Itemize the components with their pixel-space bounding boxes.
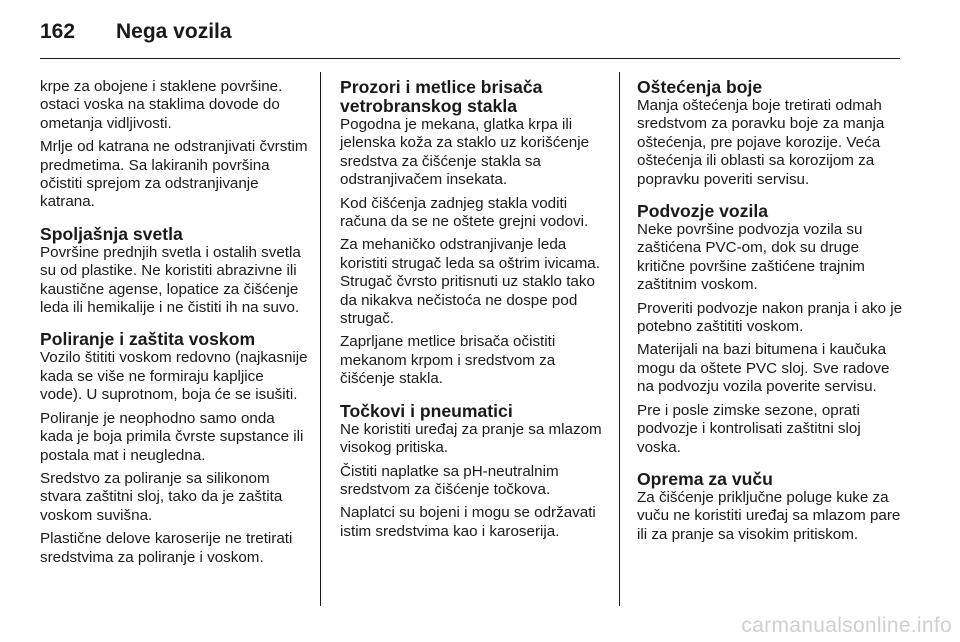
paragraph-underbody-check: Proveriti podvozje nakon pranja i ako je potebno zaštititi voskom. bbox=[637, 299, 903, 336]
paragraph-wiper-blades: Zaprljane metlice brisača očistiti mekanom krpom i sredstvom za čišćenje stakla. bbox=[340, 333, 556, 388]
heading-windows-wipers: Prozori i metlice brisača vetrobranskog stakla bbox=[340, 77, 543, 116]
page-number: 162 bbox=[40, 20, 76, 43]
page-title: Nega vozila bbox=[116, 20, 232, 43]
paragraph-underbody-pvc: Neke površine podvozja vozila su zaštićena PVC-om, dok su druge kritične površine zaštićene trajnim zaštitnim voskom. bbox=[637, 221, 865, 294]
paragraph-exterior-lights: Površine prednjih svetla i ostalih svetla su od plastike. Ne koristiti abrazivne ili kaustične agense, lopatice za čišćenje leda ili hemikalije i ne čistiti ih na suvo. bbox=[40, 243, 301, 317]
heading-towing-equipment: Oprema za vuču bbox=[637, 468, 773, 489]
paragraph-no-pressure-washer: Ne koristiti uređaj za pranje sa mlazom visokog pritiska. bbox=[340, 420, 602, 457]
paragraph-plastic-parts: Plastične delove karoserije ne tretirati sredstvima za poliranje i voskom. bbox=[40, 530, 293, 566]
paragraph-polishing-needed: Poliranje je neophodno samo onda kada je boja primila čvrste supstance ili postala mat i neugledna. bbox=[40, 409, 304, 464]
paragraph-rear-window: Kod čišćenja zadnjeg stakla voditi računa da se ne oštete grejni vodovi. bbox=[340, 194, 589, 231]
paragraph-paint-damage: Manja oštećenja boje tretirati odmah sredstvom za poravku boje za manja oštećenja, pre pojave korozije. Veća oštećenja ili oblasti sa korozijom za popravku poveriti servisu. bbox=[637, 97, 885, 188]
heading-polishing-waxing: Poliranje i zaštita voskom bbox=[40, 329, 256, 350]
page-header bbox=[40, 14, 920, 50]
paragraph-winter-season: Pre i posle zimske sezone, oprati podvozje i kontrolisati zaštitni sloj voska. bbox=[637, 401, 861, 456]
paragraph-painted-rims: Naplatci su bojeni i mogu se održavati istim sredstvima kao i karoserija. bbox=[340, 504, 596, 540]
column-right bbox=[637, 72, 903, 549]
heading-underbody: Podvozje vozila bbox=[637, 201, 769, 222]
header-rule bbox=[40, 58, 900, 59]
paragraph-silicone-polish: Sredstvo za poliranje sa silikonom stvara zaštitni sloj, tako da je zaštita voskom suvišna. bbox=[40, 469, 283, 524]
paragraph-waxing-regular: Vozilo štititi voskom redovno (najkasnije kada se više ne formiraju kapljice vode). U suprotnom, boja će se isušiti. bbox=[40, 349, 308, 404]
paragraph-rim-cleaning: Čistiti naplatke sa pH-neutralnim sredstvom za čišćenje točkova. bbox=[340, 462, 559, 498]
column-divider-left bbox=[320, 72, 321, 606]
paragraph-tar-stains: Mrlje od katrana ne odstranjivati čvrstim predmetima. Sa lakiranih površina očistiti sprejom za odstranjivanje katrana. bbox=[40, 138, 308, 211]
heading-exterior-lights: Spoljašnja svetla bbox=[40, 223, 183, 244]
paragraph-bitumen-materials: Materijali na bazi bitumena i kaučuka mogu da oštete PVC sloj. Sve radove na podvozju vozila poverite servisu. bbox=[637, 341, 890, 396]
paragraph-glass-cloth: krpe za obojene i staklene površine. ostaci voska na staklima dovode do ometanja vidljivosti. bbox=[40, 78, 283, 132]
column-middle bbox=[340, 72, 610, 546]
paragraph-glass-cleaning: Pogodna je mekana, glatka krpa ili jelenska koža za staklo uz korišćenje sredstva za čišćenje stakla sa odstranjivačem insekata. bbox=[340, 116, 590, 189]
watermark: carmanualsonline.info bbox=[741, 614, 952, 637]
heading-paint-damage: Oštećenja boje bbox=[637, 77, 763, 97]
paragraph-ice-scraper: Za mehaničko odstranjivanje leda koristiti strugač leda sa oštrim ivicama. Strugač čvrsto pritisnuti uz staklo tako da nikakva nečistoća ne dospe pod strugač. bbox=[340, 236, 600, 328]
paragraph-towing-cleaning: Za čišćenje priključne poluge kuke za vuču ne koristiti uređaj sa mlazom pare ili za pranje sa visokim pritiskom. bbox=[637, 488, 901, 543]
column-left bbox=[40, 72, 310, 572]
heading-wheels-tyres: Točkovi i pneumatici bbox=[340, 400, 513, 421]
column-divider-right bbox=[619, 72, 620, 606]
